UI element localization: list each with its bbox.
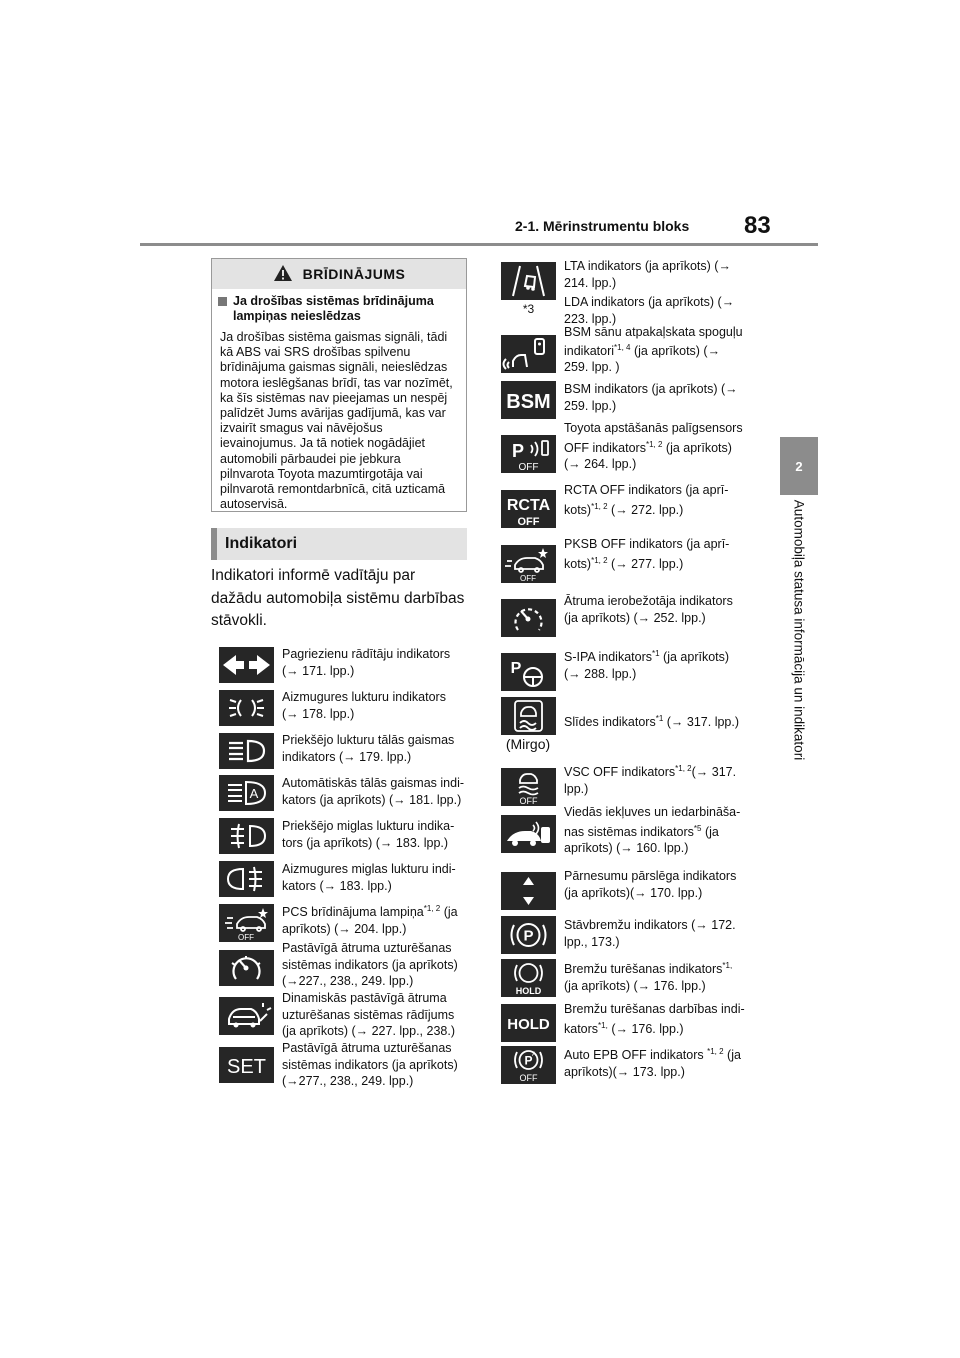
indicator-line: (→ 264. lpp.) bbox=[564, 457, 637, 471]
hold-label: HOLD bbox=[515, 986, 542, 996]
page-number: 83 bbox=[744, 212, 771, 239]
indicator-line: 214. lpp.) bbox=[564, 275, 617, 290]
auto-letter: A bbox=[249, 786, 259, 801]
indicator-text: (→ 317. lpp.) bbox=[663, 715, 740, 729]
off-label: OFF bbox=[517, 516, 540, 528]
bsm-icon bbox=[501, 381, 556, 419]
indicator-line: indikators (→ 179. lpp.) bbox=[282, 749, 412, 764]
indicator-line: aprīkots) (→ 204. lpp.) bbox=[282, 921, 407, 936]
warning-body: Ja drošības sistēma gaismas signāli, tādi kā ABS vai SRS drošības spilvenu brīdinājuma gaismas signāli, neieslēdzas motora ieslēgšanas brīdī, tas var nozīmēt, ka šīs sistēmas nav pieejamas un nespēj palīdzēt Jums avārijas gadījumā, kas var izvairīt smagus vai nāvējošus ievainojumus. Ja tā notiek nogādājiet automobili pārbaudei pie jebkura pilnvarota Toyota mazumtirgotāja vai pilnvarotā remontdarbnīcā, citā uzticamā autoservisā. bbox=[220, 330, 453, 512]
footnote-ref: *1, 2 bbox=[423, 903, 441, 913]
indicator-set bbox=[282, 1040, 458, 1090]
p-letter: P bbox=[511, 441, 525, 461]
indicator-tail-light bbox=[282, 689, 446, 722]
shift-position-icon bbox=[501, 872, 556, 910]
cruise-control-icon bbox=[219, 950, 274, 986]
indicator-line: Aizmugures lukturu indikators bbox=[282, 690, 446, 704]
indicator-text: S-IPA indikators bbox=[564, 650, 653, 664]
bsm-mirror-icon bbox=[501, 335, 556, 373]
indicator-text: nas sistēmas indikators bbox=[564, 824, 694, 839]
indicator-text: Bremžu turēšanas indikators bbox=[564, 962, 723, 976]
indicator-line: RCTA OFF indikators (ja aprī- bbox=[564, 483, 729, 497]
footnote-ref: *1, 2 bbox=[591, 555, 608, 565]
indicator-line: Pārnesumu pārslēga indikators bbox=[564, 869, 737, 883]
front-fog-icon bbox=[219, 818, 274, 854]
indicator-line bbox=[564, 1021, 745, 1038]
indicator-line bbox=[564, 343, 743, 360]
indicator-line: sistēmas indikators (ja aprīkots) bbox=[282, 1057, 458, 1072]
footnote-ref: *1, 2 bbox=[645, 439, 663, 449]
indicator-text: (ja bbox=[723, 1048, 741, 1062]
icon-note: (Mirgo) bbox=[505, 736, 551, 752]
indicator-text: kators bbox=[564, 1021, 599, 1036]
indicator-rear-fog bbox=[282, 861, 456, 894]
p-letter: P bbox=[510, 660, 522, 677]
indicator-text: kots) bbox=[564, 556, 592, 571]
indicator-shift-position bbox=[564, 868, 736, 901]
indicator-line bbox=[564, 440, 743, 457]
indicator-line: (ja aprīkots) (→ 252. lpp.) bbox=[564, 610, 706, 625]
indicator-line: 259. lpp.) bbox=[564, 398, 617, 413]
speed-limiter-icon bbox=[501, 599, 556, 637]
auto-letter: A bbox=[531, 1052, 537, 1058]
footnote-ref: *1, bbox=[722, 960, 733, 970]
off-label: OFF bbox=[520, 574, 536, 583]
indicator-line: lpp.) bbox=[564, 781, 589, 796]
indicator-line: aprīkots) (→ 160. lpp.) bbox=[564, 841, 689, 855]
set-label: SET bbox=[227, 1056, 266, 1078]
indicator-pksb-off bbox=[564, 536, 729, 572]
indicator-line: Bremžu turēšanas darbības indi- bbox=[564, 1002, 745, 1016]
indicator-line bbox=[564, 556, 729, 573]
indicator-text: Auto EPB OFF indikators bbox=[564, 1048, 708, 1062]
indicator-vsc-off bbox=[564, 764, 736, 797]
pcs-warning-icon bbox=[219, 904, 274, 942]
indicator-pcs bbox=[282, 904, 458, 937]
smart-entry-icon bbox=[501, 815, 556, 853]
parking-brake-icon bbox=[501, 916, 556, 954]
indicator-text: Slīdes indikators bbox=[564, 715, 656, 729]
indicator-line: BSM indikators (ja aprīkots) (→ bbox=[564, 382, 738, 396]
indicator-bsm bbox=[564, 381, 738, 414]
header-rule bbox=[140, 243, 818, 246]
indicator-lta-lda bbox=[564, 258, 734, 327]
dynamic-cruise-icon bbox=[219, 997, 274, 1035]
indicator-line: Pastāvīgā ātruma uzturēšanas bbox=[282, 941, 452, 955]
indicator-line bbox=[564, 714, 739, 731]
indicator-line: aprīkots)(→ 173. lpp.) bbox=[564, 1064, 685, 1079]
indicator-line: Pagriezienu rādītāju indikators bbox=[282, 647, 451, 661]
high-beam-icon bbox=[219, 733, 274, 769]
indicator-dynamic-cruise bbox=[282, 990, 455, 1040]
icon-note: *3 bbox=[522, 302, 535, 316]
set-icon bbox=[219, 1047, 274, 1083]
indicator-line: Priekšējo lukturu tālās gaismas bbox=[282, 733, 455, 747]
off-label: OFF bbox=[518, 462, 539, 473]
indicator-line: tors (ja aprīkots) (→ 183. lpp.) bbox=[282, 835, 449, 850]
indicator-line: Automātiskās tālās gaismas indi- bbox=[282, 776, 465, 790]
indicator-line: 259. lpp. ) bbox=[564, 360, 620, 374]
indicator-text: (→ 277. lpp.) bbox=[607, 556, 684, 571]
footnote-ref: *5 bbox=[693, 823, 702, 833]
brake-hold-standby-icon bbox=[501, 959, 556, 997]
indicator-text: indikatori bbox=[564, 343, 615, 358]
indicator-line bbox=[564, 764, 736, 781]
indicator-line: (→ 178. lpp.) bbox=[282, 706, 355, 721]
indicator-line: 223. lpp.) bbox=[564, 311, 617, 326]
hold-label: HOLD bbox=[507, 1016, 550, 1033]
s-ipa-icon bbox=[501, 653, 556, 691]
rear-fog-icon bbox=[219, 861, 274, 897]
indicator-turn-signal bbox=[282, 646, 450, 679]
indicator-high-beam bbox=[282, 732, 454, 765]
indicator-parking-brake bbox=[564, 917, 736, 950]
indicator-smart-entry bbox=[564, 804, 740, 857]
indicator-line bbox=[564, 649, 729, 666]
footnote-ref: *1, 2 bbox=[591, 501, 608, 511]
off-label: OFF bbox=[519, 796, 538, 806]
vsc-off-icon bbox=[501, 768, 556, 806]
intro-paragraph: Indikatori informē vadītāju par dažādu automobiļa sistēmu darbības stāvokli. bbox=[211, 567, 465, 629]
footnote-ref: *1, 2 bbox=[707, 1046, 724, 1056]
warning-header bbox=[212, 259, 466, 289]
footnote-ref: *1, 4 bbox=[614, 342, 631, 352]
indicator-line: Aizmugures miglas lukturu indi- bbox=[282, 862, 456, 876]
footnote-ref: *1 bbox=[652, 648, 660, 658]
indicator-text: kots) bbox=[564, 502, 592, 517]
warning-subheading bbox=[212, 289, 466, 324]
indicator-line: (→277., 238., 249. lpp.) bbox=[282, 1074, 414, 1088]
footnote-ref: *1, bbox=[598, 1020, 608, 1030]
indicator-line bbox=[564, 824, 740, 841]
header-section-title: 2-1. Mērinstrumentu bloks bbox=[515, 218, 690, 234]
indicator-brake-hold-standby bbox=[564, 961, 732, 994]
indicator-line: uzturēšanas sistēmas rādījums bbox=[282, 1007, 455, 1022]
indicator-text: (ja bbox=[701, 824, 719, 839]
indicator-parking-sensor-off bbox=[564, 420, 743, 473]
indicator-line: kators (→ 183. lpp.) bbox=[282, 878, 392, 893]
indicator-text: (→ 272. lpp.) bbox=[607, 502, 684, 517]
indicator-line: sistēmas indikators (ja aprīkots) bbox=[282, 957, 458, 972]
indicator-line: Stāvbremžu indikators (→ 172. bbox=[564, 918, 736, 932]
warning-box bbox=[211, 258, 467, 512]
p-letter: P bbox=[524, 1053, 533, 1068]
indicator-line bbox=[564, 1047, 741, 1064]
slip-indicator-icon bbox=[501, 697, 556, 735]
off-label: OFF bbox=[519, 1073, 538, 1083]
indicator-line: Viedās iekļuves un iedarbināša- bbox=[564, 805, 741, 819]
indicator-auto-epb-off bbox=[564, 1047, 741, 1080]
rcta-label: RCTA bbox=[506, 497, 551, 514]
indicator-line: BSM sānu atpakaļskata spoguļu bbox=[564, 325, 743, 339]
off-label: OFF bbox=[238, 933, 254, 942]
indicator-s-ipa bbox=[564, 649, 729, 682]
indicator-line bbox=[564, 961, 732, 978]
indicator-line bbox=[282, 904, 458, 921]
indicator-text: (→ 317. bbox=[691, 765, 737, 779]
indicator-text: (ja aprīkots) (→ bbox=[630, 343, 721, 358]
indicator-line: kators (ja aprīkots) (→ 181. lpp.) bbox=[282, 792, 462, 807]
indicator-line: (ja aprīkots)(→ 170. lpp.) bbox=[564, 885, 703, 900]
warning-subheading-text: Ja drošības sistēmas brīdinājuma lampiņas neieslēdzas bbox=[233, 294, 434, 323]
footnote-ref: *1 bbox=[655, 713, 664, 723]
indicator-line: lpp., 173.) bbox=[564, 934, 620, 949]
p-letter: P bbox=[523, 927, 534, 945]
footnote-ref: *1, 2 bbox=[675, 763, 692, 773]
turn-signal-icon bbox=[219, 647, 274, 683]
bsm-label: BSM bbox=[506, 391, 551, 413]
indicator-brake-hold-operated bbox=[564, 1001, 745, 1037]
indicator-front-fog bbox=[282, 818, 454, 851]
indicator-text: (ja bbox=[440, 905, 458, 919]
pksb-off-icon bbox=[501, 545, 556, 583]
indicator-line: Pastāvīgā ātruma uzturēšanas bbox=[282, 1041, 452, 1055]
brake-hold-operated-icon bbox=[501, 1004, 556, 1042]
indicator-line: (→ 171. lpp.) bbox=[282, 663, 355, 678]
warning-triangle-icon bbox=[273, 264, 293, 285]
square-bullet-icon bbox=[218, 297, 227, 306]
chapter-tab[interactable]: 2 bbox=[780, 437, 818, 495]
parking-sensor-off-icon bbox=[501, 435, 556, 473]
rcta-off-icon bbox=[501, 490, 556, 528]
indicator-line: LDA indikators (ja aprīkots) (→ bbox=[564, 295, 735, 309]
indicator-line: (ja aprīkots) (→ 227. lpp., 238.) bbox=[282, 1024, 455, 1038]
auto-high-beam-icon bbox=[219, 775, 274, 811]
indicator-line: Toyota apstāšanās palīgsensors bbox=[564, 421, 743, 435]
indicator-line: (ja aprīkots) (→ 176. lpp.) bbox=[564, 978, 706, 993]
lta-lda-icon bbox=[501, 262, 556, 300]
indicator-text: OFF indikators bbox=[564, 440, 646, 455]
indicator-line: (→ 288. lpp.) bbox=[564, 666, 637, 681]
indicator-text: (ja aprīkots) bbox=[662, 440, 732, 455]
indicator-line: LTA indikators (ja aprīkots) (→ bbox=[564, 259, 731, 273]
indicator-text: (→ 176. lpp.) bbox=[607, 1021, 684, 1036]
indicator-line: Dinamiskās pastāvīgā ātruma bbox=[282, 991, 447, 1005]
tail-light-icon bbox=[219, 690, 274, 726]
indicator-line: Ātruma ierobežotāja indikators bbox=[564, 594, 733, 608]
section-title: Indikatori bbox=[211, 528, 467, 560]
indicator-line: Priekšējo miglas lukturu indika- bbox=[282, 819, 455, 833]
warning-title: BRĪDINĀJUMS bbox=[302, 266, 406, 282]
indicator-bsm-mirror bbox=[564, 324, 743, 376]
indicator-cruise-control bbox=[282, 940, 458, 990]
indicator-text: PCS brīdinājuma lampiņa bbox=[282, 905, 424, 919]
indicator-rcta-off bbox=[564, 482, 728, 518]
indicator-auto-high-beam bbox=[282, 775, 464, 808]
indicator-line: (→227., 238., 249. lpp.) bbox=[282, 974, 414, 988]
chapter-side-label: Automobiļa statusa informācija un indikatori bbox=[791, 499, 807, 761]
indicator-speed-limiter bbox=[564, 593, 733, 626]
indicator-text: VSC OFF indikators bbox=[564, 765, 676, 779]
auto-epb-off-icon bbox=[501, 1046, 556, 1084]
indicator-line: PKSB OFF indikators (ja aprī- bbox=[564, 537, 730, 551]
indicator-line bbox=[564, 502, 728, 519]
indicator-text: (ja aprīkots) bbox=[659, 650, 730, 664]
indicator-slip bbox=[564, 714, 739, 731]
